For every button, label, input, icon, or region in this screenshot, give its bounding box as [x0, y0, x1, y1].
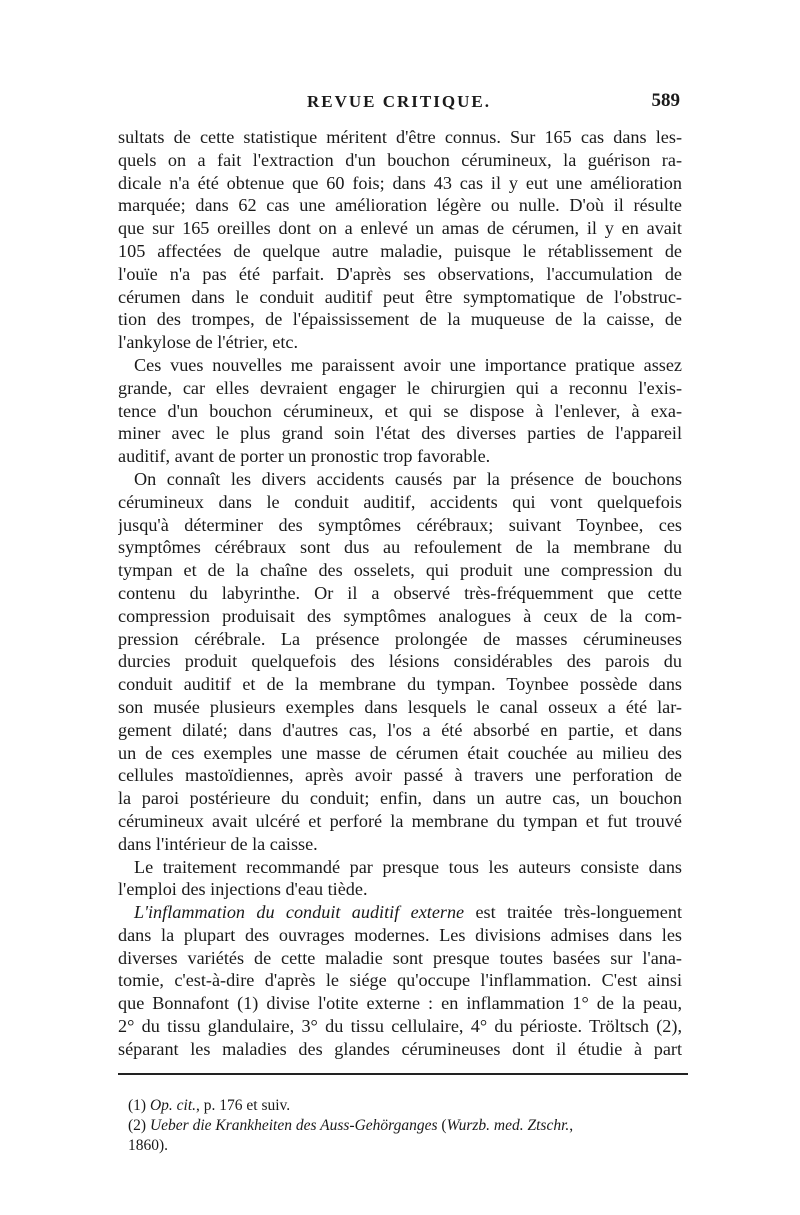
line-text: cellules mastoïdiennes, après avoir passé à travers une perforation de: [118, 765, 682, 786]
line-text: sultats de cette statistique méritent d'être connus. Sur 165 cas dans les-: [118, 127, 682, 147]
text-line: [118, 605, 682, 628]
line-text: compression produisait des symptômes analogues à ceux de la com-: [118, 605, 682, 626]
footnote-text: , p. 176 et suiv.: [196, 1097, 291, 1114]
line-text: jusqu'à déterminer des symptômes cérébraux; suivant Toynbee, ces: [118, 514, 682, 535]
text-line: [118, 878, 682, 901]
line-text: séparant les maladies des glandes cérumineuses dont il étudie à part: [118, 1038, 682, 1059]
text-line: [118, 924, 682, 947]
text-line: [118, 833, 682, 856]
line-text: tympan et de la chaîne des osselets, qui produit une compression du: [118, 560, 682, 581]
text-line: [118, 400, 682, 423]
line-text: que sur 165 oreilles dont on a enlevé un amas de cérumen, il y en avait: [118, 218, 682, 239]
line-text: marquée; dans 62 cas une amélioration légère ou nulle. D'où il résulte: [118, 195, 682, 216]
line-text: pression cérébrale. La présence prolongée de masses cérumineuses: [118, 628, 682, 649]
line-text: l'ouïe n'a pas été parfait. D'après ses observations, l'accumulation de: [118, 263, 682, 284]
text-line: [118, 331, 682, 354]
text-line: [118, 126, 682, 149]
footnotes: [128, 1096, 694, 1156]
footnote-text: (1): [128, 1097, 150, 1114]
line-text: Ces vues nouvelles me paraissent avoir une importance pratique assez: [134, 354, 682, 375]
text-line: [118, 810, 682, 833]
line-text: dans l'intérieur de la caisse.: [118, 833, 318, 854]
text-line: [118, 1015, 682, 1038]
text-line: [118, 628, 682, 651]
text-line: [118, 217, 682, 240]
line-text: grande, car elles devraient engager le chirurgien qui a reconnu l'exis-: [118, 377, 682, 398]
text-line: [118, 947, 682, 970]
footnote-italic: Wurzb. med. Ztschr.: [446, 1117, 570, 1134]
text-line: [118, 514, 682, 537]
footnote-text: (: [437, 1117, 447, 1134]
text-line: [118, 377, 682, 400]
footnote-line: [128, 1136, 694, 1156]
text-line: [118, 559, 682, 582]
line-text: symptômes cérébraux sont dus au refoulement de la membrane du: [118, 537, 682, 558]
text-line: [118, 422, 682, 445]
text-line: [118, 969, 682, 992]
text-line: [118, 787, 682, 810]
text-line: [118, 286, 682, 309]
line-text: tence d'un bouchon cérumineux, et qui se dispose à l'enlever, à exa-: [118, 400, 682, 421]
footnote-rule: [118, 1073, 688, 1075]
text-line: [118, 445, 682, 468]
line-text: On connaît les divers accidents causés par la présence de bouchons: [134, 468, 682, 489]
text-line: [118, 856, 682, 879]
running-title: REVUE CRITIQUE.: [307, 92, 491, 111]
text-line: [118, 764, 682, 787]
text-line: [118, 719, 682, 742]
line-text: miner avec le plus grand soin l'état des diverses parties de l'appareil: [118, 423, 682, 444]
footnote-line: [128, 1116, 694, 1136]
text-line: [118, 650, 682, 673]
line-text: cérumineux dans le conduit auditif, accidents qui vont quelquefois: [118, 491, 682, 512]
line-text: auditif, avant de porter un pronostic trop favorable.: [118, 446, 491, 467]
line-text: 105 affectées de quelque autre maladie, puisque le rétablissement de: [118, 240, 682, 261]
line-text: l'emploi des injections d'eau tiède.: [118, 879, 368, 900]
line-text: conduit auditif et de la membrane du tympan. Toynbee possède dans: [118, 674, 682, 695]
footnote-italic: Ueber die Krankheiten des Auss-Gehörganges: [149, 1117, 438, 1134]
footnote-text: (2): [128, 1117, 150, 1134]
running-head: [118, 88, 680, 118]
text-line: [118, 491, 682, 514]
line-text: dans la plupart des ouvrages modernes. Les divisions admises dans les: [118, 924, 682, 945]
text-line: [118, 536, 682, 559]
text-line: [118, 354, 682, 377]
line-text: son musée plusieurs exemples dans lesquels le canal osseux a été lar-: [118, 696, 682, 717]
line-text: cérumineux avait ulcéré et perforé la membrane du tympan et fut trouvé: [118, 810, 682, 831]
line-text: tomie, c'est-à-dire d'après le siége qu'occupe l'inflammation. C'est ainsi: [118, 970, 682, 991]
text-line: [118, 696, 682, 719]
footnote-italic: Op. cit.: [149, 1097, 197, 1114]
footnote-text: ,: [569, 1117, 574, 1134]
line-text: diverses variétés de cette maladie sont presque toutes basées sur l'ana-: [118, 947, 682, 968]
text-line: [118, 263, 682, 286]
text-line: [118, 582, 682, 605]
text-line: [118, 240, 682, 263]
line-text: un de ces exemples une masse de cérumen était couchée au milieu des: [118, 742, 682, 763]
line-text: durcies produit quelquefois des lésions considérables des parois du: [118, 651, 682, 672]
line-text: 2° du tissu glandulaire, 3° du tissu cellulaire, 4° du périoste. Tröltsch (2),: [118, 1016, 682, 1037]
line-text: dicale n'a été obtenue que 60 fois; dans 43 cas il y eut une amélioration: [118, 172, 682, 193]
text-line: [118, 742, 682, 765]
text-line: [118, 901, 682, 924]
text-line: [118, 673, 682, 696]
line-text: tion des trompes, de l'épaississement de la muqueuse de la caisse, de: [118, 309, 682, 330]
text-line: [118, 992, 682, 1015]
line-text: contenu du labyrinthe. Or il a observé très-fréquemment que cette: [118, 582, 682, 603]
line-text: gement dilaté; dans d'autres cas, l'os a été absorbé en partie, et dans: [118, 719, 682, 740]
text-line: [118, 149, 682, 172]
body-text: [118, 126, 682, 1061]
text-line: [118, 468, 682, 491]
line-text: l'ankylose de l'étrier, etc.: [118, 332, 299, 353]
line-text: est traitée très-longuement: [464, 902, 682, 923]
line-text: quels on a fait l'extraction d'un bouchon cérumineux, la guérison ra-: [118, 149, 682, 170]
line-text: la paroi postérieure du conduit; enfin, dans un autre cas, un bouchon: [118, 788, 682, 809]
text-line: [118, 308, 682, 331]
page-number: 589: [651, 90, 680, 111]
italic-phrase: L'inflammation du conduit auditif externe: [134, 902, 465, 923]
line-text: cérumen dans le conduit auditif peut être symptomatique de l'obstruc-: [118, 286, 682, 307]
text-line: [118, 172, 682, 195]
text-line: [118, 194, 682, 217]
line-text: que Bonnafont (1) divise l'otite externe : en inflammation 1° de la peau,: [118, 993, 682, 1014]
line-text: Le traitement recommandé par presque tous les auteurs consiste dans: [134, 856, 682, 877]
footnote-text: 1860).: [128, 1137, 169, 1154]
footnote-line: [128, 1096, 694, 1116]
text-line: [118, 1038, 682, 1061]
